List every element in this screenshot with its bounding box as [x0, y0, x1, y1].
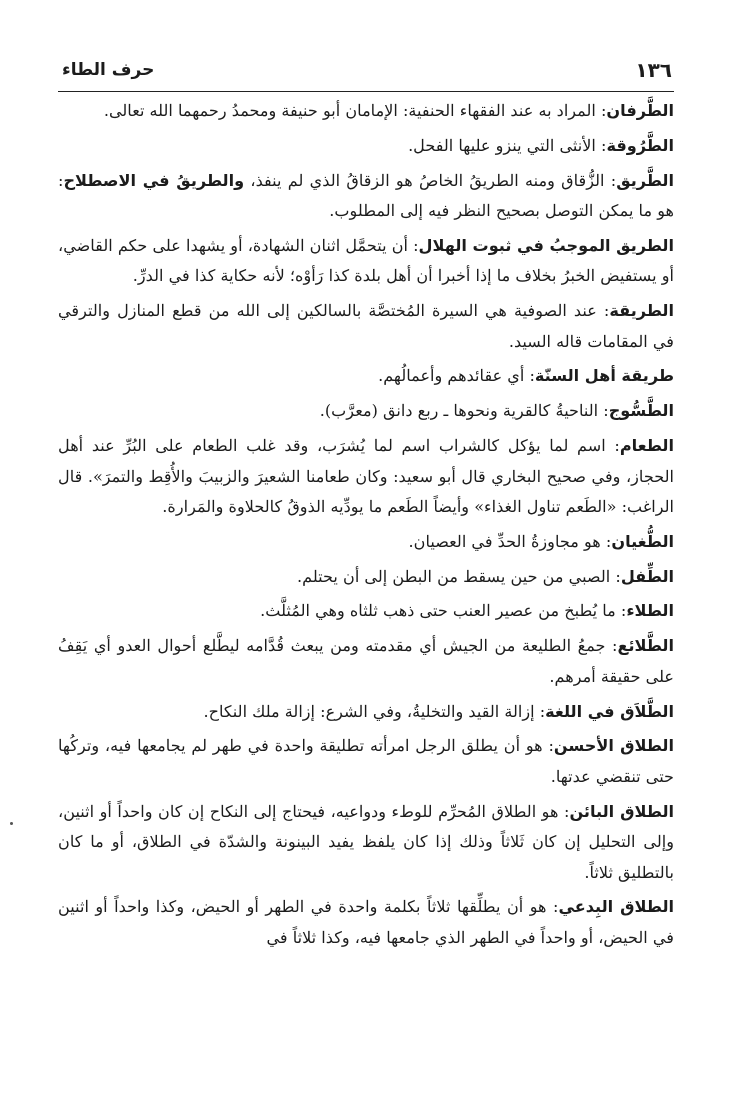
entry-term: الطَّرفان: [606, 101, 674, 120]
entry-separator: :: [534, 701, 546, 721]
entry-term: الطَّرُوقة: [606, 135, 674, 155]
entry: [58, 731, 674, 792]
entry: [58, 131, 674, 162]
entry-term: الطلاق الأحسن: [553, 736, 674, 756]
entry: [58, 296, 674, 357]
section-title: حرف الطاء: [62, 60, 155, 80]
entry-definition: ما يُطبخ من عصير العنب حتى ذهب ثلثاه وهي المُثلَّث.: [260, 601, 616, 621]
dictionary-body: [58, 96, 674, 958]
entry-definition: إزالة القيد والتخليةُ، وفي الشرع: إزالة ملك النكاح.: [203, 701, 535, 721]
entry-separator: :: [407, 235, 419, 255]
entry-definition-continued: : هو ما يمكن التوصل بصحيح النظر فيه إلى المطلوب.: [58, 170, 674, 221]
entry-term: الطعام: [619, 436, 674, 456]
entry-term: الطُّغيان: [611, 531, 674, 551]
entry-separator: :: [595, 135, 607, 155]
entry: [58, 631, 674, 692]
entry-separator: :: [610, 566, 621, 586]
entry-definition: هو الطلاق المُحرِّم للوطء ودواعيه، فيحتاج إلى النكاح إن كان واحداً أو اثنين، وإلى التحليل إن كان ثَلاثاً وذلك إذا كان يلفظ يفيد البينونة والشدّة في الطلاق، أو ما كان بالتطليق ثلاثاً.: [58, 801, 674, 882]
entry: [58, 96, 674, 127]
entry-separator: :: [542, 736, 554, 756]
entry: [58, 396, 674, 427]
page-number: ١٣٦: [635, 58, 672, 82]
entry-separator: :: [605, 436, 620, 456]
entry: [58, 797, 674, 889]
entry-definition: اسم لما يؤكل كالشراب اسم لما يُشرَب، وقد غلب الطعام على البُرِّ عند أهل الحجاز، وفي صحيح البخاري قال أبو سعيد: وكان طعامنا الشعيرَ والزبيبَ والأُقِط والتمرَ». قال الراغب: «الطَعم تناول الغذاء» وأيضاً الطَعم ما يودِّيه الذوقُ كالحلاوة والمَرارة.: [58, 436, 674, 517]
entry: [58, 166, 674, 227]
entry-separator: :: [598, 401, 609, 421]
entry-term: الطريقة: [609, 301, 674, 321]
entry-separator: :: [596, 301, 610, 321]
entry-term: الطلاق البائن: [569, 801, 675, 821]
entry-separator: :: [615, 601, 627, 621]
entry: [58, 361, 674, 392]
entry: [58, 697, 674, 728]
entry: [58, 527, 674, 558]
entry: [58, 562, 674, 593]
running-header: [62, 50, 672, 90]
entry: [58, 596, 674, 627]
entry-definition: الصبي من حين يسقط من البطن إلى أن يحتلم.: [297, 566, 611, 586]
entry-separator: :: [604, 170, 617, 190]
entry-definition: المراد به عند الفقهاء الحنفية: الإمامان أبو حنيفة ومحمدُ رحمهما الله تعالى.: [103, 101, 596, 120]
entry-subterm: والطريقُ في الاصطلاح: [63, 170, 245, 190]
entry-separator: :: [605, 636, 618, 656]
entry-term: الطِّفل: [620, 566, 674, 586]
entry: [58, 892, 674, 953]
entry-term: الطَّلاَق في اللغة: [545, 701, 674, 721]
entry-definition: هو مجاوزةُ الحدِّ في العصيان.: [408, 531, 601, 551]
entry-term: الطلاق البِدعي: [558, 897, 674, 917]
entry-definition: الناحيةُ كالقرية ونحوها ـ ربع دانق (معرَّب).: [319, 401, 599, 421]
entry-definition: جمعُ الطليعة من الجيش أي مقدمته ومن يبعث قُدَّامه ليطَّلع أحوال العدو أي يَقِفُ على حقيقة أمرهم.: [58, 636, 674, 686]
margin-mark: [10, 822, 13, 825]
entry-term: الطَّريق: [616, 170, 674, 190]
entry-term: الطَّلائع: [617, 636, 674, 656]
entry-separator: :: [558, 801, 570, 821]
entry-term: طريقة أهل السنّة: [534, 366, 674, 386]
entry-definition: الزُّقاق ومنه الطريقُ الخاصُ هو الزقاقُ الذي لم ينفذ،: [244, 170, 605, 190]
entry-definition: الأنثى التي ينزو عليها الفحل.: [408, 135, 596, 155]
entry: [58, 431, 674, 523]
entry: [58, 231, 674, 292]
entry-definition: عند الصوفية هي السيرة المُختصَّة بالسالكين إلى الله من قطع المنازل والترقي في المقامات قاله السيد.: [58, 301, 674, 351]
entry-term: الطلاء: [626, 601, 674, 621]
entry-definition: أي عقائدهم وأعمالُهم.: [378, 366, 525, 386]
entry-definition: هو أن يطلِّقها ثلاثاً بكلمة واحدة في الطهر أو الحيض، وكذا واحداً أو اثنين في الحيض، أو واحداً في الطهر الذي جامعها فيه، وكذا ثلاثاً في: [58, 897, 674, 947]
entry-separator: :: [524, 366, 535, 386]
entry-definition: أن يتحمَّل اثنان الشهادة، أو يشهدا على حكم القاضي، أو يستفيض الخبرُ بخلاف ما إذا أخبرا أن أهل بلدة كذا رَأوْه؛ لأنه حكاية كذا في الدرِّ.: [58, 235, 674, 286]
entry-separator: :: [546, 897, 559, 917]
entry-separator: :: [595, 101, 607, 120]
entry-term: الطريق الموجبُ في ثبوت الهلال: [418, 235, 674, 255]
entry-term: الطَّسُّوج: [608, 401, 674, 421]
header-rule: [58, 91, 674, 92]
entry-separator: :: [600, 531, 612, 551]
entry-definition: هو أن يطلق الرجل امرأته تطليقة واحدة في طهر لم يجامعها فيه، وتركُها حتى تنقضي عدتها.: [58, 736, 674, 786]
